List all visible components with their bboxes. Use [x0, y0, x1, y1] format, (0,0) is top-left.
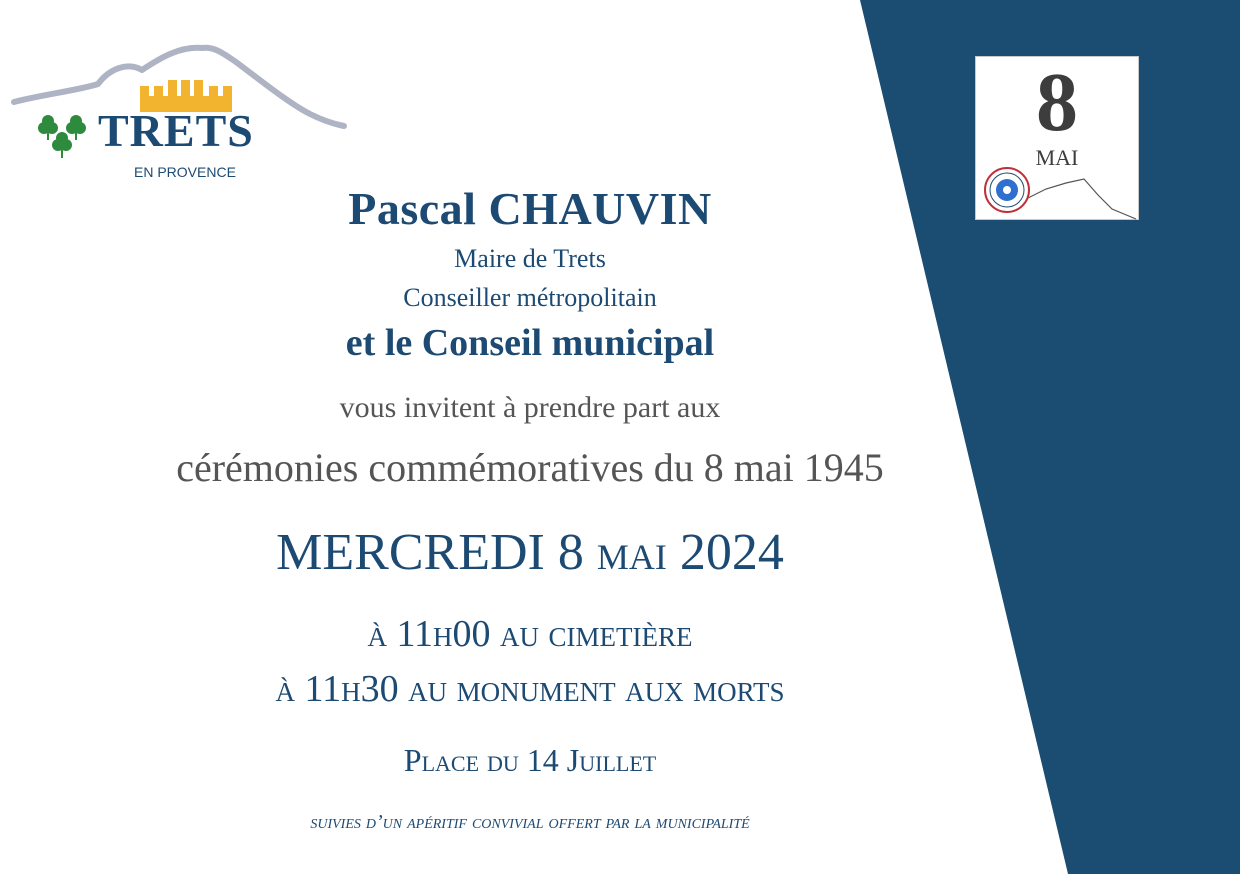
- mountain-line-icon: [1026, 179, 1136, 219]
- ceremony-line: cérémonies commémoratives du 8 mai 1945: [176, 445, 884, 490]
- clover-leaves-icon: [38, 115, 86, 158]
- invite-line: vous invitent à prendre part aux: [339, 391, 721, 424]
- mayor-second-title: Conseiller métropolitain: [403, 283, 657, 312]
- mayor-name: Pascal CHAUVIN: [348, 183, 712, 234]
- cornflower-badge-icon: [985, 168, 1029, 212]
- council-line: et le Conseil municipal: [345, 322, 715, 364]
- aperitif-note: suivies d’un apéritif convivial offert par la municipalité: [310, 811, 750, 833]
- event-place: Place du 14 Juillet: [403, 742, 657, 778]
- badge-month: MAI: [1035, 145, 1079, 170]
- logo-subtitle: EN PROVENCE: [134, 164, 236, 180]
- date-badge: [975, 56, 1139, 220]
- monument-time: à 11h30 au monument aux morts: [275, 668, 785, 710]
- badge-day-number: 8: [1036, 56, 1078, 149]
- mayor-title: Maire de Trets: [454, 244, 606, 273]
- cemetery-time: à 11h00 au cimetière: [367, 613, 693, 655]
- logo-wordmark: TRETS: [98, 105, 254, 156]
- event-date: MERCREDI 8 mai 2024: [276, 524, 784, 581]
